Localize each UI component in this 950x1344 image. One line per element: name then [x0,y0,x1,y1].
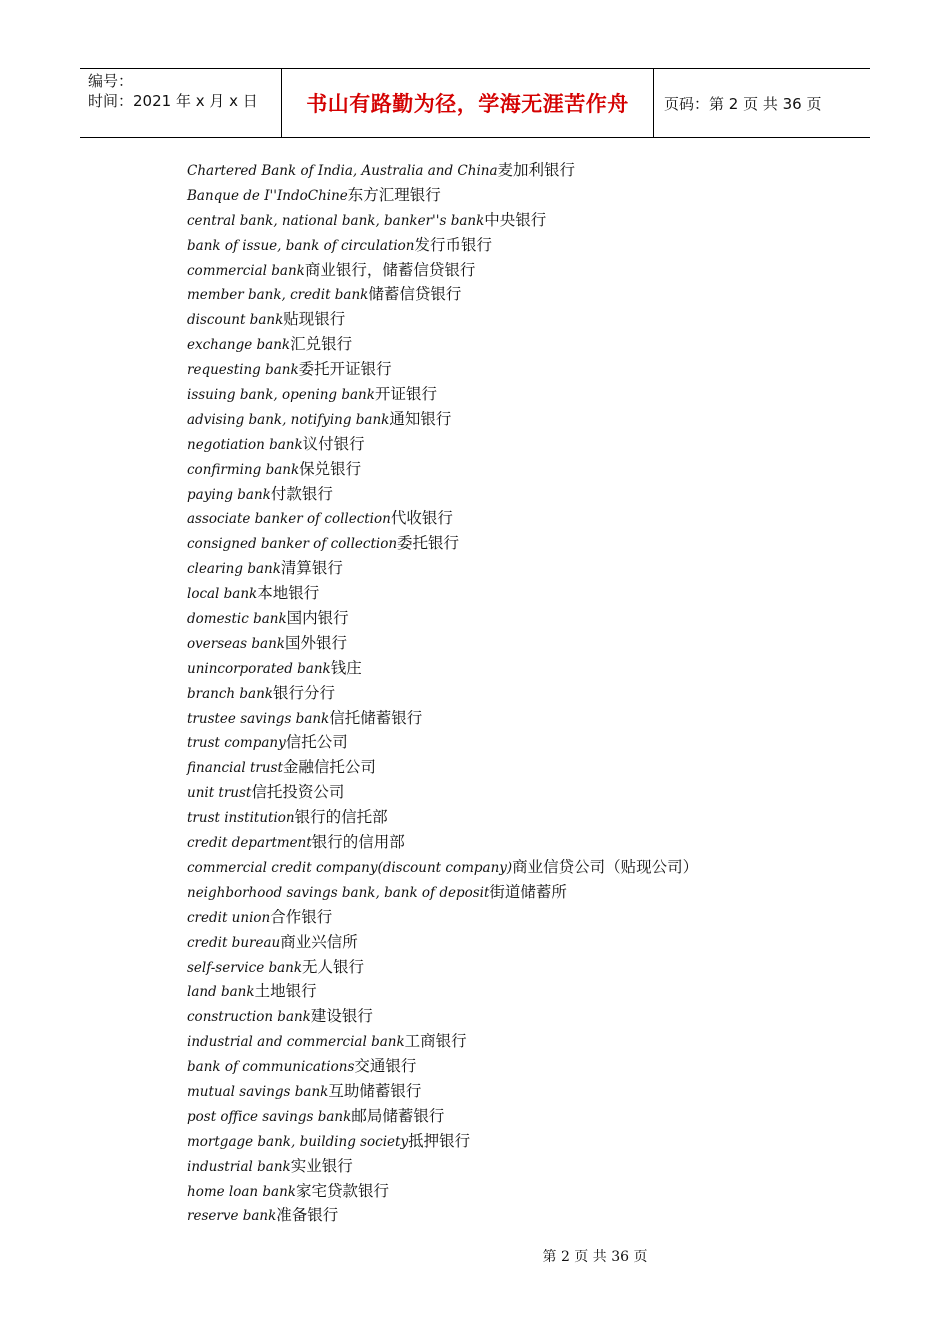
entry-english-term: financial trust [187,760,283,777]
entry-english-term: unit trust [187,785,252,802]
glossary-entry [187,730,698,755]
entry-english-term: unincorporated bank [187,660,331,677]
glossary-entry [187,531,698,556]
glossary-list [187,158,698,1228]
glossary-entry [187,681,698,706]
entry-english-term: credit bureau [187,934,281,951]
glossary-entry [187,233,698,258]
glossary-entry [187,357,698,382]
glossary-entry [187,830,698,855]
entry-english-term: mutual savings bank [187,1083,329,1100]
glossary-entry [187,407,698,432]
glossary-entry [187,905,698,930]
glossary-entry [187,1004,698,1029]
entry-chinese-term: 贴现银行 [283,310,346,329]
entry-english-term: paying bank [187,486,271,503]
entry-chinese-term: 中央银行 [484,210,547,229]
glossary-entry [187,1179,698,1204]
entry-english-term: neighborhood savings bank, bank of deposit [187,884,490,901]
glossary-entry [187,482,698,507]
entry-english-term: confirming bank [187,461,300,478]
glossary-entry [187,1054,698,1079]
entry-chinese-term: 汇兑银行 [290,335,353,354]
entry-chinese-term: 合作银行 [270,907,333,926]
entry-chinese-term: 麦加利银行 [497,161,576,179]
entry-chinese-term: 邮局储蓄银行 [351,1106,445,1125]
entry-chinese-term: 付款银行 [270,484,333,503]
glossary-entry [187,930,698,955]
glossary-entry [187,158,698,183]
entry-chinese-term: 工商银行 [404,1032,467,1051]
entry-chinese-term: 储蓄信贷银行 [368,285,462,304]
entry-english-term: Chartered Bank of India, Australia and China [187,163,498,179]
entry-english-term: reserve bank [187,1208,277,1225]
glossary-entry [187,307,698,332]
entry-english-term: negotiation bank [187,436,303,453]
entry-english-term: branch bank [187,685,273,702]
entry-chinese-term: 信托储蓄银行 [329,708,423,727]
entry-english-term: industrial bank [187,1158,291,1175]
glossary-entry [187,855,698,880]
glossary-entry [187,208,698,233]
number-label: 编号： [88,72,134,90]
entry-chinese-term: 建设银行 [310,1007,373,1026]
entry-english-term: member bank, credit bank [187,287,369,304]
entry-english-term: advising bank, notifying bank [187,411,390,428]
entry-chinese-term: 街道储蓄所 [489,882,567,901]
entry-chinese-term: 发行币银行 [414,235,493,254]
entry-chinese-term: 金融信托公司 [282,758,376,777]
entry-chinese-term: 商业信贷公司（贴现公司） [512,857,699,876]
entry-chinese-term: 议付银行 [302,434,365,453]
entry-english-term: commercial credit company(discount company) [187,859,513,876]
glossary-entry [187,258,698,283]
glossary-entry [187,1029,698,1054]
entry-chinese-term: 本地银行 [257,584,320,603]
entry-chinese-term: 无人银行 [302,957,365,976]
entry-english-term: commercial bank [187,262,305,279]
header-page-cell [654,69,870,137]
entry-chinese-term: 信托公司 [285,733,348,752]
document-header [80,68,870,138]
glossary-entry [187,1154,698,1179]
entry-chinese-term: 委托开证银行 [298,360,392,379]
entry-english-term: bank of issue, bank of circulation [187,237,415,254]
entry-chinese-term: 抵押银行 [408,1131,471,1150]
glossary-entry [187,581,698,606]
glossary-entry [187,183,698,208]
entry-english-term: requesting bank [187,362,299,379]
entry-english-term: land bank [187,984,255,1001]
glossary-entry [187,1079,698,1104]
entry-chinese-term: 商业银行，储蓄信贷银行 [304,260,476,279]
entry-chinese-term: 保兑银行 [299,459,362,478]
entry-chinese-term: 国内银行 [286,609,349,628]
glossary-entry [187,880,698,905]
entry-english-term: local bank [187,586,258,603]
glossary-entry [187,1203,698,1228]
glossary-entry [187,755,698,780]
glossary-entry [187,606,698,631]
entry-chinese-term: 实业银行 [290,1156,353,1175]
time-label: 时间：2021 年 x 月 x 日 [88,92,258,110]
entry-english-term: credit department [187,835,312,852]
glossary-entry [187,955,698,980]
glossary-entry [187,1129,698,1154]
entry-english-term: Banque de I''IndoChine [187,187,348,204]
entry-english-term: industrial and commercial bank [187,1034,405,1051]
entry-english-term: domestic bank [187,611,287,628]
entry-chinese-term: 东方汇理银行 [347,185,441,204]
entry-chinese-term: 清算银行 [280,559,343,578]
entry-english-term: bank of communications [187,1059,355,1076]
entry-chinese-term: 银行的信用部 [311,833,405,852]
entry-english-term: mortgage bank, building society [187,1133,409,1150]
entry-chinese-term: 互助储蓄银行 [328,1081,422,1100]
entry-english-term: credit union [187,909,271,926]
entry-english-term: post office savings bank [187,1108,352,1125]
header-meta [80,69,282,137]
entry-chinese-term: 准备银行 [276,1206,339,1225]
entry-chinese-term: 信托投资公司 [251,783,345,802]
entry-english-term: self-service bank [187,959,303,976]
entry-english-term: discount bank [187,312,284,329]
entry-english-term: trustee savings bank [187,710,330,727]
entry-english-term: exchange bank [187,337,291,354]
glossary-entry [187,805,698,830]
glossary-entry [187,332,698,357]
entry-chinese-term: 代收银行 [390,509,453,528]
glossary-entry [187,432,698,457]
glossary-entry [187,457,698,482]
glossary-entry [187,382,698,407]
entry-chinese-term: 钱庄 [330,658,362,677]
entry-english-term: construction bank [187,1009,311,1026]
entry-chinese-term: 家宅贷款银行 [295,1181,389,1200]
entry-english-term: trust company [187,735,286,752]
entry-chinese-term: 商业兴信所 [280,932,358,951]
header-motto-cell [282,69,654,137]
entry-english-term: issuing bank, opening bank [187,387,375,404]
motto-text: 书山有路勤为径，学海无涯苦作舟 [306,92,629,116]
glossary-entry [187,706,698,731]
entry-chinese-term: 开证银行 [374,385,437,404]
entry-chinese-term: 通知银行 [389,409,452,428]
glossary-entry [187,979,698,1004]
glossary-entry [187,656,698,681]
entry-chinese-term: 国外银行 [284,633,347,652]
entry-english-term: trust institution [187,810,295,827]
glossary-entry [187,506,698,531]
entry-english-term: associate banker of collection [187,511,391,528]
page-footer: 第 2 页 共 36 页 [542,1249,648,1265]
entry-english-term: overseas bank [187,635,285,652]
entry-chinese-term: 银行的信托部 [294,808,388,827]
glossary-entry [187,282,698,307]
entry-english-term: central bank, national bank, banker''s bank [187,212,485,229]
entry-english-term: home loan bank [187,1183,296,1200]
glossary-entry [187,631,698,656]
entry-chinese-term: 交通银行 [354,1057,417,1076]
entry-chinese-term: 银行分行 [272,683,335,702]
entry-english-term: clearing bank [187,561,281,578]
entry-chinese-term: 土地银行 [254,982,317,1001]
entry-english-term: consigned banker of collection [187,536,398,553]
glossary-entry [187,556,698,581]
glossary-entry [187,780,698,805]
glossary-entry [187,1104,698,1129]
page-info: 页码：第 2 页 共 36 页 [664,94,822,113]
entry-chinese-term: 委托银行 [397,534,460,553]
